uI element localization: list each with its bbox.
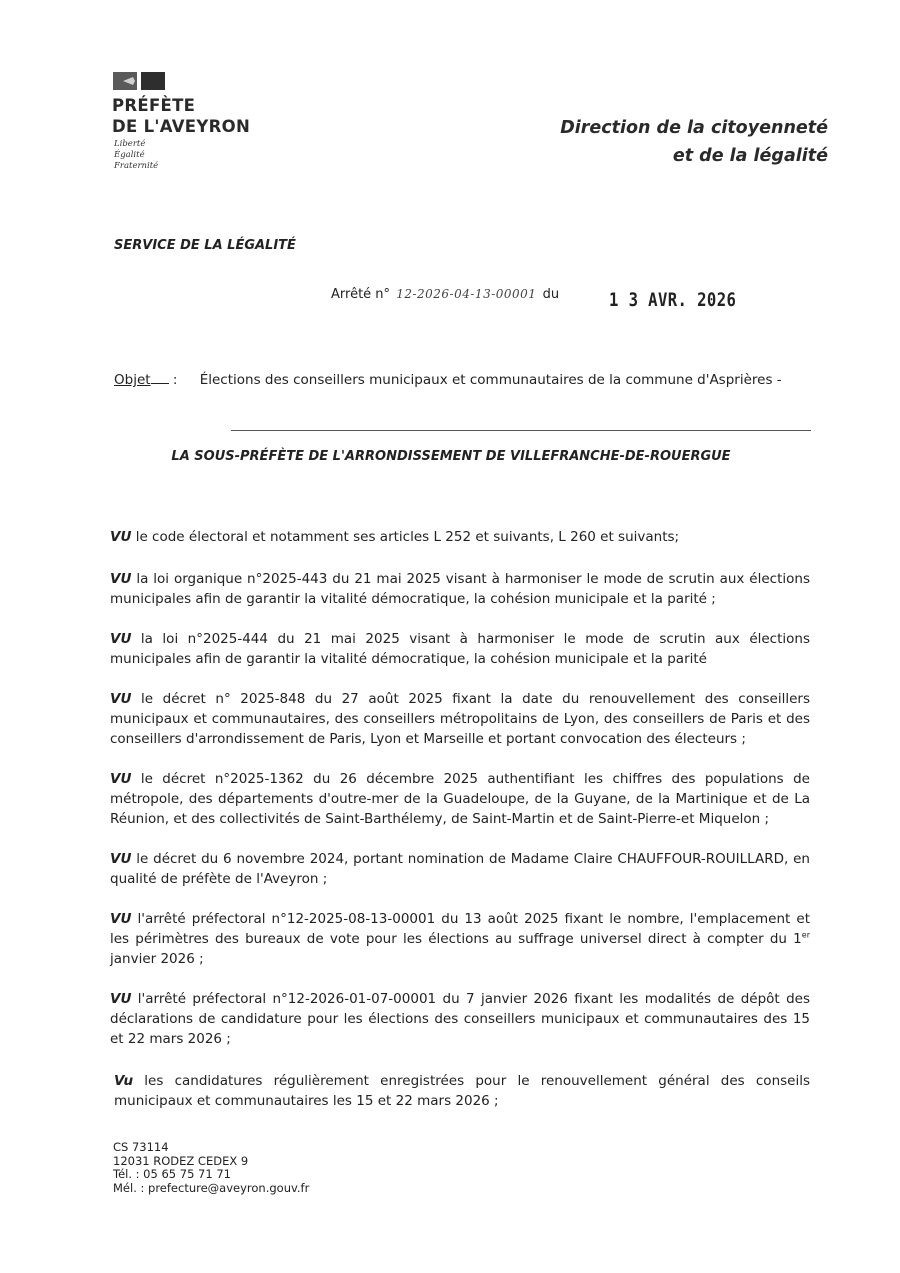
prefecture-line-2: DE L'AVEYRON xyxy=(112,117,251,136)
motto-fraternite: Fraternité xyxy=(114,161,159,171)
visa-text: la loi n°2025-444 du 21 mai 2025 visant à harmoniser le mode de scrutin aux élections municipales afin de garantir la vitalité démocratique, la cohésion municipale et la parité xyxy=(110,631,810,667)
visa-item xyxy=(110,909,810,969)
visa-keyword: VU xyxy=(110,991,132,1007)
visa-item xyxy=(110,769,810,829)
separator-rule xyxy=(231,430,811,431)
objet-label: Objet xyxy=(114,372,151,388)
visa-keyword: VU xyxy=(110,911,132,927)
visa-keyword: VU xyxy=(110,529,132,545)
service-heading: SERVICE DE LA LÉGALITÉ xyxy=(114,238,296,253)
visa-keyword: VU xyxy=(110,571,132,587)
prefecture-name xyxy=(112,95,250,137)
visa-item xyxy=(110,527,810,547)
visa-item xyxy=(114,1071,810,1111)
republic-motto xyxy=(114,139,158,172)
visa-text: les candidatures régulièrement enregistrées pour le renouvellement général des conseils municipaux et communautaires les 15 et 22 mars 2026 ; xyxy=(114,1073,810,1109)
objet-text: Élections des conseillers municipaux et communautaires de la commune d'Asprières - xyxy=(199,372,782,388)
arrete-du: du xyxy=(542,287,560,302)
visa-text: le décret du 6 novembre 2024, portant nomination de Madame Claire CHAUFFOUR-ROUILLARD, en qualité de préfète de l'Aveyron ; xyxy=(110,851,810,887)
visa-text: le décret n° 2025-848 du 27 août 2025 fixant la date du renouvellement des conseillers municipaux et communautaires, des conseillers métropolitains de Lyon, des conseillers de Paris et des conseillers d'arrondissement de Paris, Lyon et Marseille et portant convocation des électeurs ; xyxy=(110,691,810,747)
visa-item xyxy=(110,989,810,1049)
footer-cs: CS 73114 xyxy=(113,1140,169,1154)
visa-text: l'arrêté préfectoral n°12-2025-08-13-00001 du 13 août 2025 fixant le nombre, l'emplacement et les périmètres des bureaux de vote pour les élections au suffrage universel direct à compter du 1 xyxy=(110,911,810,947)
direction-line-1: Direction de la citoyenneté xyxy=(560,118,828,138)
visa-keyword: VU xyxy=(110,771,132,787)
visa-text: le code électoral et notamment ses articles L 252 et suivants, L 260 et suivants; xyxy=(131,529,680,545)
arrete-reference xyxy=(331,287,559,302)
arrete-number: 12-2026-04-13-00001 xyxy=(396,287,537,301)
authority-title: LA SOUS-PRÉFÈTE DE L'ARRONDISSEMENT DE VILLEFRANCHE-DE-ROUERGUE xyxy=(171,449,731,464)
visa-keyword: VU xyxy=(110,851,132,867)
republic-flag-logo xyxy=(113,72,165,90)
visa-text-tail: janvier 2026 ; xyxy=(110,951,204,967)
footer-phone: Tél. : 05 65 75 71 71 xyxy=(113,1167,231,1181)
direction-heading xyxy=(560,114,828,170)
date-stamp: 1 3 AVR. 2026 xyxy=(609,289,737,311)
visa-item xyxy=(110,629,810,669)
visa-keyword: VU xyxy=(110,631,132,647)
footer-city: 12031 RODEZ CEDEX 9 xyxy=(113,1153,249,1168)
visa-keyword: VU xyxy=(110,691,132,707)
objet-line xyxy=(114,372,782,388)
visa-text: la loi organique n°2025-443 du 21 mai 2025 visant à harmoniser le mode de scrutin aux élections municipales afin de garantir la vitalité démocratique, la cohésion municipale et la parité ; xyxy=(110,571,810,607)
footer-address xyxy=(113,1141,309,1195)
visa-item xyxy=(110,689,810,749)
visa-text: le décret n°2025-1362 du 26 décembre 2025 authentifiant les chiffres des populations de métropole, des départements d'outre-mer de la Guadeloupe, de la Guyane, de la Martinique et de La Réunion, et des collectivités de Saint-Barthélemy, de Saint-Martin et de Saint-Pierre-et Miquelon ; xyxy=(110,771,810,827)
motto-egalite: Égalité xyxy=(114,150,145,160)
footer-email: Mél. : prefecture@aveyron.gouv.fr xyxy=(113,1180,310,1195)
visa-superscript: er xyxy=(801,930,810,940)
direction-line-2: et de la légalité xyxy=(672,146,828,166)
motto-liberte: Liberté xyxy=(114,139,146,149)
visa-item xyxy=(110,569,810,609)
visa-item xyxy=(110,849,810,889)
prefecture-line-1: PRÉFÈTE xyxy=(112,96,196,115)
visa-keyword: Vu xyxy=(114,1073,134,1089)
arrete-prefix: Arrêté n° xyxy=(331,287,391,302)
objet-colon: : xyxy=(172,372,178,388)
visa-text: l'arrêté préfectoral n°12-2026-01-07-00001 du 7 janvier 2026 fixant les modalités de dépôt des déclarations de candidature pour les élections des conseillers municipaux et communautaires des 15 et 22 mars 2026 ; xyxy=(110,991,810,1047)
